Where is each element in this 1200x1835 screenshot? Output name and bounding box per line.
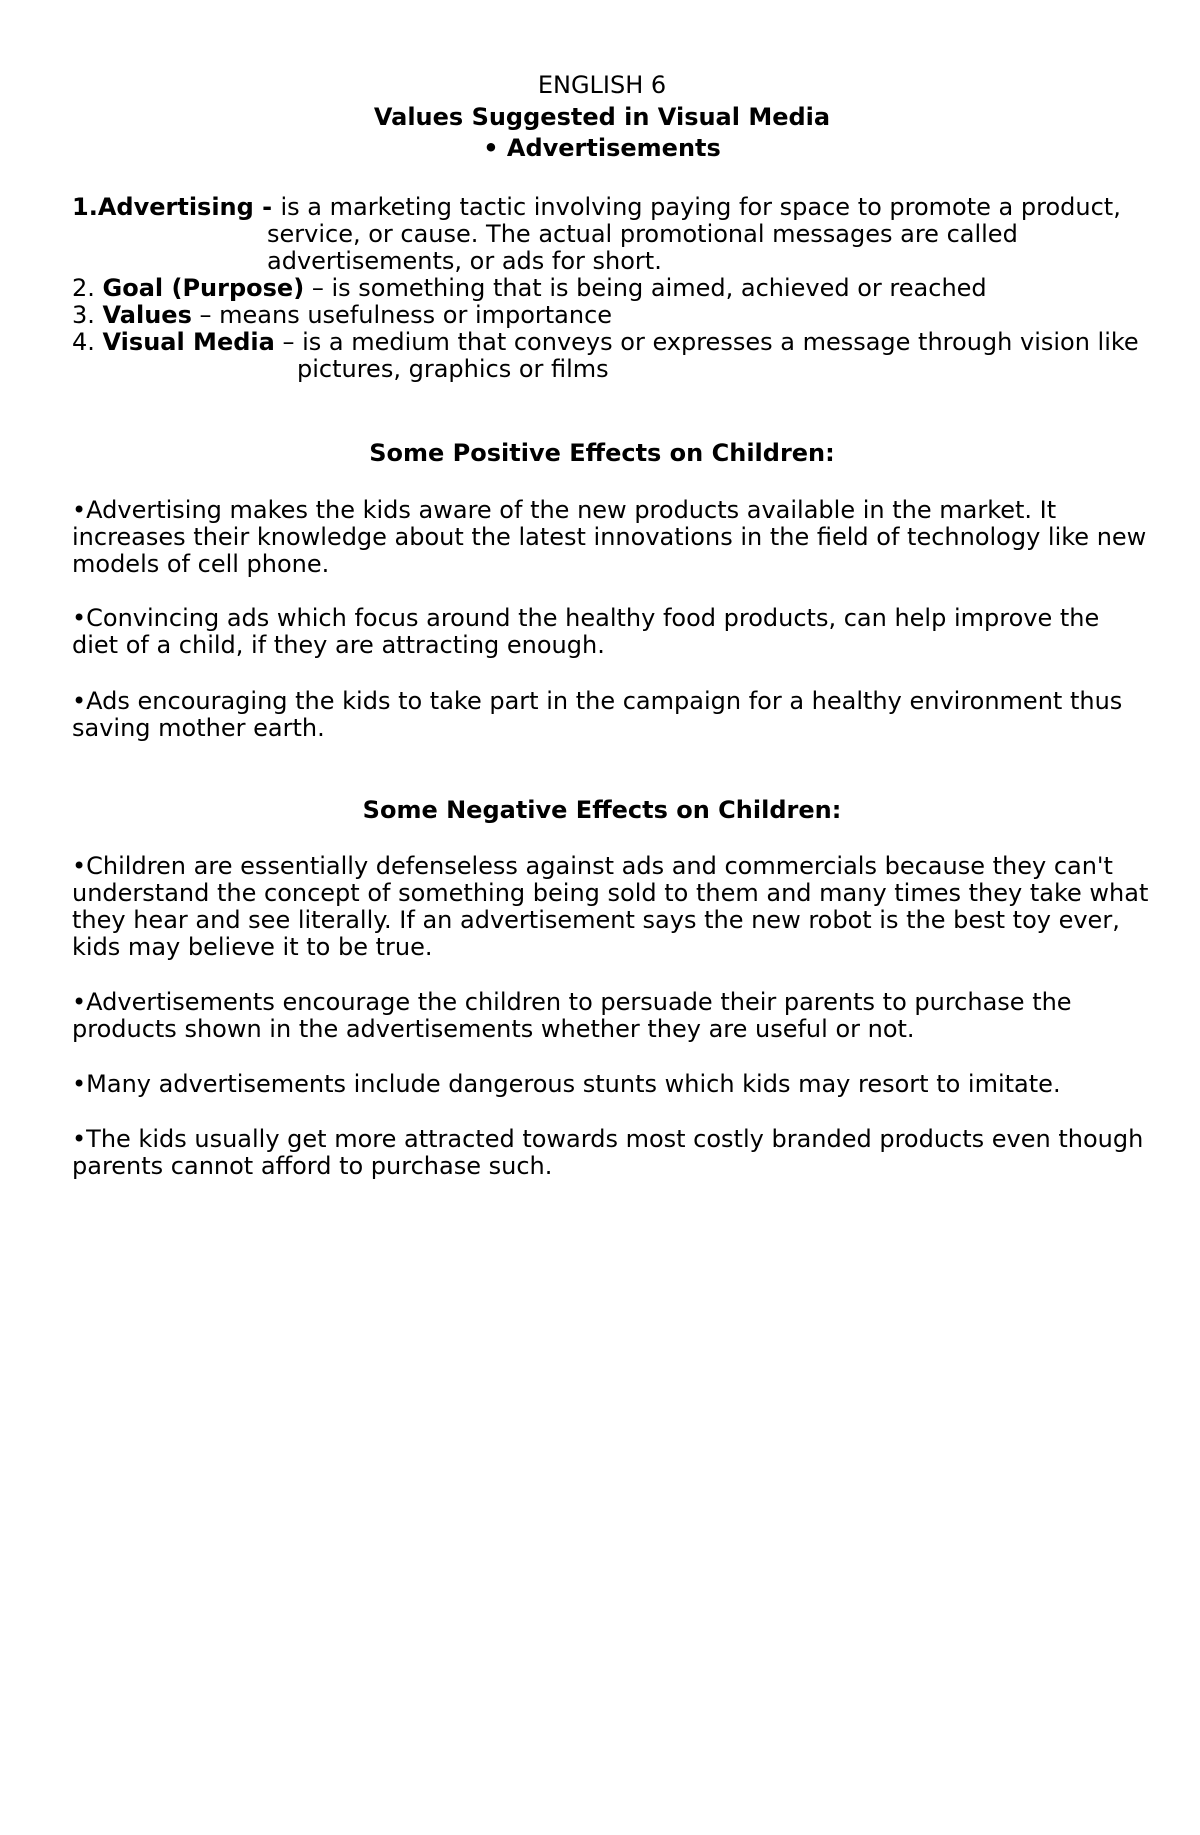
negative-effect-item <box>72 989 1132 1043</box>
paragraph-line: •Convincing ads which focus around the healthy food products, can help improve the <box>72 604 1100 632</box>
definition-term: Advertising <box>97 193 254 221</box>
topic-title: • Advertisements <box>483 134 721 162</box>
negative-effect-item <box>72 1125 1144 1180</box>
definition-text: is a marketing tactic involving paying for space to promote a product, <box>280 193 1121 221</box>
definition-advertising <box>72 194 1132 221</box>
definition-text-continued: pictures, graphics or films <box>297 355 609 383</box>
positive-effect-item <box>72 496 1147 578</box>
definition-text: is something that is being aimed, achieved or reached <box>331 274 987 302</box>
paragraph-line: •Ads encouraging the kids to take part in the campaign for a healthy environment thus <box>72 687 1123 715</box>
definition-values <box>72 302 1132 329</box>
subject-title: ENGLISH 6 <box>537 71 667 99</box>
positive-effect-item <box>72 605 1132 659</box>
negative-effect-item <box>72 852 1149 961</box>
definition-visual-media <box>72 328 1139 356</box>
paragraph-line: •Many advertisements include dangerous stunts which kids may resort to imitate. <box>72 1070 1061 1098</box>
definition-term: Goal (Purpose) <box>102 274 305 302</box>
paragraph-line: products shown in the advertisements whether they are useful or not. <box>72 1015 915 1043</box>
definition-separator: - <box>253 193 281 221</box>
definitions-list <box>72 193 1139 383</box>
definition-text: is a medium that conveys or expresses a message through vision like <box>302 328 1139 356</box>
lesson-title: Values Suggested in Visual Media <box>373 103 831 131</box>
negative-effects-heading: Some Negative Effects on Children: <box>362 796 842 824</box>
definition-text-continued: service, or cause. The actual promotional messages are called <box>267 220 1018 248</box>
definition-text-continued: advertisements, or ads for short. <box>267 247 662 275</box>
paragraph-line: understand the concept of something being sold to them and many times they take what <box>72 879 1149 907</box>
paragraph-line: •Advertising makes the kids aware of the new products available in the market. It <box>72 496 1057 524</box>
paragraph-line: models of cell phone. <box>72 550 330 578</box>
positive-effect-item <box>72 688 1132 742</box>
paragraph-line: increases their knowledge about the latest innovations in the field of technology like new <box>72 523 1147 551</box>
paragraph-line: diet of a child, if they are attracting enough. <box>72 631 605 659</box>
negative-effect-item <box>72 1071 1132 1098</box>
definition-number: 1. <box>72 193 98 221</box>
definition-text: means usefulness or importance <box>219 301 613 329</box>
paragraph-line: •Children are essentially defenseless against ads and commercials because they can't <box>72 852 1113 880</box>
paragraph-line: kids may believe it to be true. <box>72 933 433 961</box>
paragraph-line: saving mother earth. <box>72 714 325 742</box>
definition-number: 3. <box>72 301 103 329</box>
definition-number: 4. <box>72 328 103 356</box>
definition-number: 2. <box>72 274 103 302</box>
paragraph-line: they hear and see literally. If an advertisement says the new robot is the best toy ever, <box>72 906 1120 934</box>
positive-effects-heading: Some Positive Effects on Children: <box>369 439 835 467</box>
paragraph-line: •Advertisements encourage the children to persuade their parents to purchase the <box>72 988 1072 1016</box>
definition-goal <box>72 275 1132 302</box>
paragraph-line: parents cannot afford to purchase such. <box>72 1152 553 1180</box>
definition-separator: – <box>274 328 303 356</box>
definition-term: Visual Media <box>102 328 275 356</box>
paragraph-line: •The kids usually get more attracted towards most costly branded products even though <box>72 1125 1144 1153</box>
definition-separator: – <box>304 274 332 302</box>
definition-separator: – <box>191 301 220 329</box>
definition-term: Values <box>102 301 192 329</box>
